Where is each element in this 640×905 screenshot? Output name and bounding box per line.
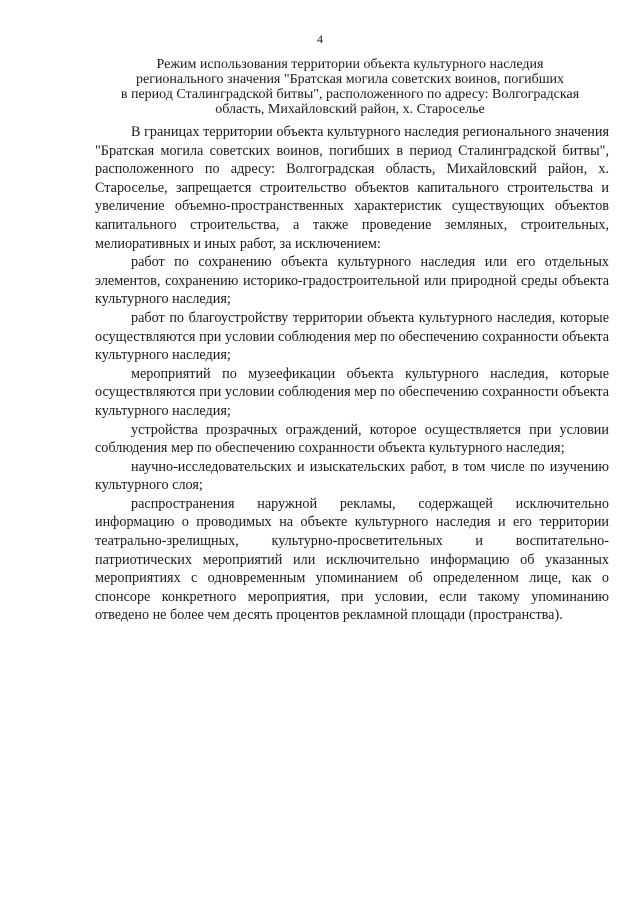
exception-item: научно-исследовательских и изыскательских работ, в том числе по изучению культурного слоя; <box>95 458 609 494</box>
title-line: Режим использования территории объекта культурного наследия <box>156 57 544 72</box>
exception-item: устройства прозрачных ограждений, которое осуществляется при условии соблюдения мер по обеспечению сохранности объекта культурного наследия; <box>95 421 609 457</box>
exception-item: работ по благоустройству территории объекта культурного наследия, которые осуществляются при условии соблюдения мер по обеспечению сохранности объекта культурного наследия; <box>95 309 609 364</box>
document-body <box>95 123 609 625</box>
page-number: 4 <box>317 32 323 46</box>
intro-paragraph: В границах территории объекта культурного наследия регионального значения "Братская могила советских воинов, погибших в период Сталинградской битвы", расположенного по адресу: Волгоградская область, Михайловский район, х. Староселье, запрещается строительство объектов капитального строительства и увеличение объемно-пространственных характеристик существующих объектов капитального строительства, а также проведение земляных, строительных, мелиоративных и иных работ, за исключением: <box>95 124 609 252</box>
title-line: в период Сталинградской битвы", расположенного по адресу: Волгоградская <box>120 87 580 102</box>
title-line: регионального значения "Братская могила советских воинов, погибших <box>135 72 565 87</box>
exception-item: работ по сохранению объекта культурного наследия или его отдельных элементов, сохранению историко-градостроительной или природной среды объекта культурного наследия; <box>95 254 609 308</box>
exception-item: мероприятий по музеефикации объекта культурного наследия, которые осуществляются при условии соблюдения мер по обеспечению сохранности объекта культурного наследия; <box>95 365 609 419</box>
exception-item: распространения наружной рекламы, содержащей исключительно информацию о проводимых на объекте культурного наследия и его территории театрально-зрелищных, культурно-просветительных и воспитательно-патриотических мероприятий или исключительно информацию об указанных мероприятиях с одновременным упоминанием об определенном лице, как о спонсоре конкретного мероприятия, при условии, если такому упоминанию отведено не более чем десять процентов рекламной площади (пространства). <box>95 495 609 624</box>
title-line: область, Михайловский район, х. Староселье <box>215 102 485 117</box>
document-title <box>90 57 610 117</box>
